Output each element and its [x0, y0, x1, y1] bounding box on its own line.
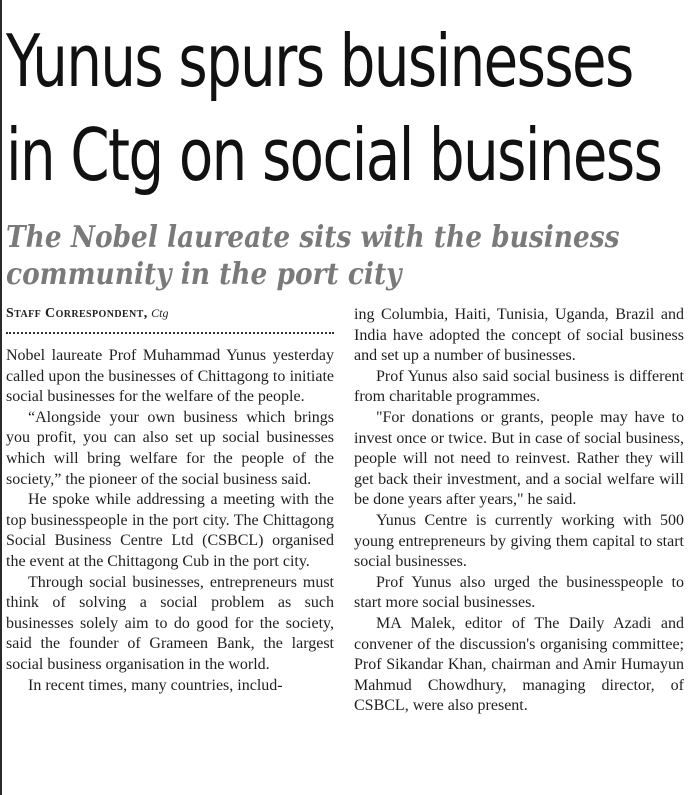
dotted-divider — [6, 332, 334, 334]
article-column-right — [354, 305, 684, 717]
byline-place: Ctg — [151, 306, 169, 320]
paragraph: Through social businesses, entrepreneurs must think of solving a social problem as such businesses solely aim to do good for the society, said the founder of Grameen Bank, the largest social business organisation in the world. — [6, 573, 334, 673]
headline — [6, 14, 662, 202]
paragraph: Prof Yunus also said social business is different from charitable programmes. — [354, 367, 684, 406]
paragraph: MA Malek, editor of The Daily Azadi and convener of the discussion's organising committee; Prof Sikandar Khan, chairman and Amir Humayun Mahmud Chowdhury, managing director, of CSBCL, were also present. — [354, 614, 684, 715]
paragraph: He spoke while addressing a meeting with the top businesspeople in the port city. The Chittagong Social Business Centre Ltd (CSBCL) organised the event at the Chittagong Cub in the port city. — [6, 491, 334, 570]
article-column-left — [6, 346, 334, 696]
byline-name: Staff Correspondent, — [6, 306, 148, 321]
paragraph: ing Columbia, Haiti, Tunisia, Uganda, Brazil and India have adopted the concept of social business and set up a number of businesses. — [354, 306, 684, 365]
paragraph: In recent times, many countries, includ- — [28, 676, 283, 694]
paragraph: "For donations or grants, people may have to invest once or twice. But in case of social business, people will not need to reinvest. Rather they will get back their investment, and a social welfare will be done years after years," he said. — [354, 408, 684, 509]
subheadline-line-1: The Nobel laureate sits with the business — [6, 220, 620, 255]
subheadline — [6, 219, 620, 293]
paragraph: Prof Yunus also urged the businesspeople to start more social businesses. — [354, 573, 684, 612]
paragraph: Yunus Centre is currently working with 500 young entrepreneurs by giving them capital to start social businesses. — [354, 511, 684, 571]
subheadline-line-2: community in the port city — [6, 257, 402, 292]
headline-line-2: in Ctg on social business — [6, 113, 662, 197]
paragraph: Nobel laureate Prof Muhammad Yunus yesterday called upon the businesses of Chittagong to initiate social businesses for the welfare of the people. — [6, 347, 334, 406]
paragraph: “Alongside your own business which brings you profit, you can also set up social businesses which will bring welfare for the people of the society,” the pioneer of the social business said. — [6, 408, 334, 488]
byline — [6, 304, 336, 323]
headline-line-1: Yunus spurs businesses — [6, 19, 633, 103]
